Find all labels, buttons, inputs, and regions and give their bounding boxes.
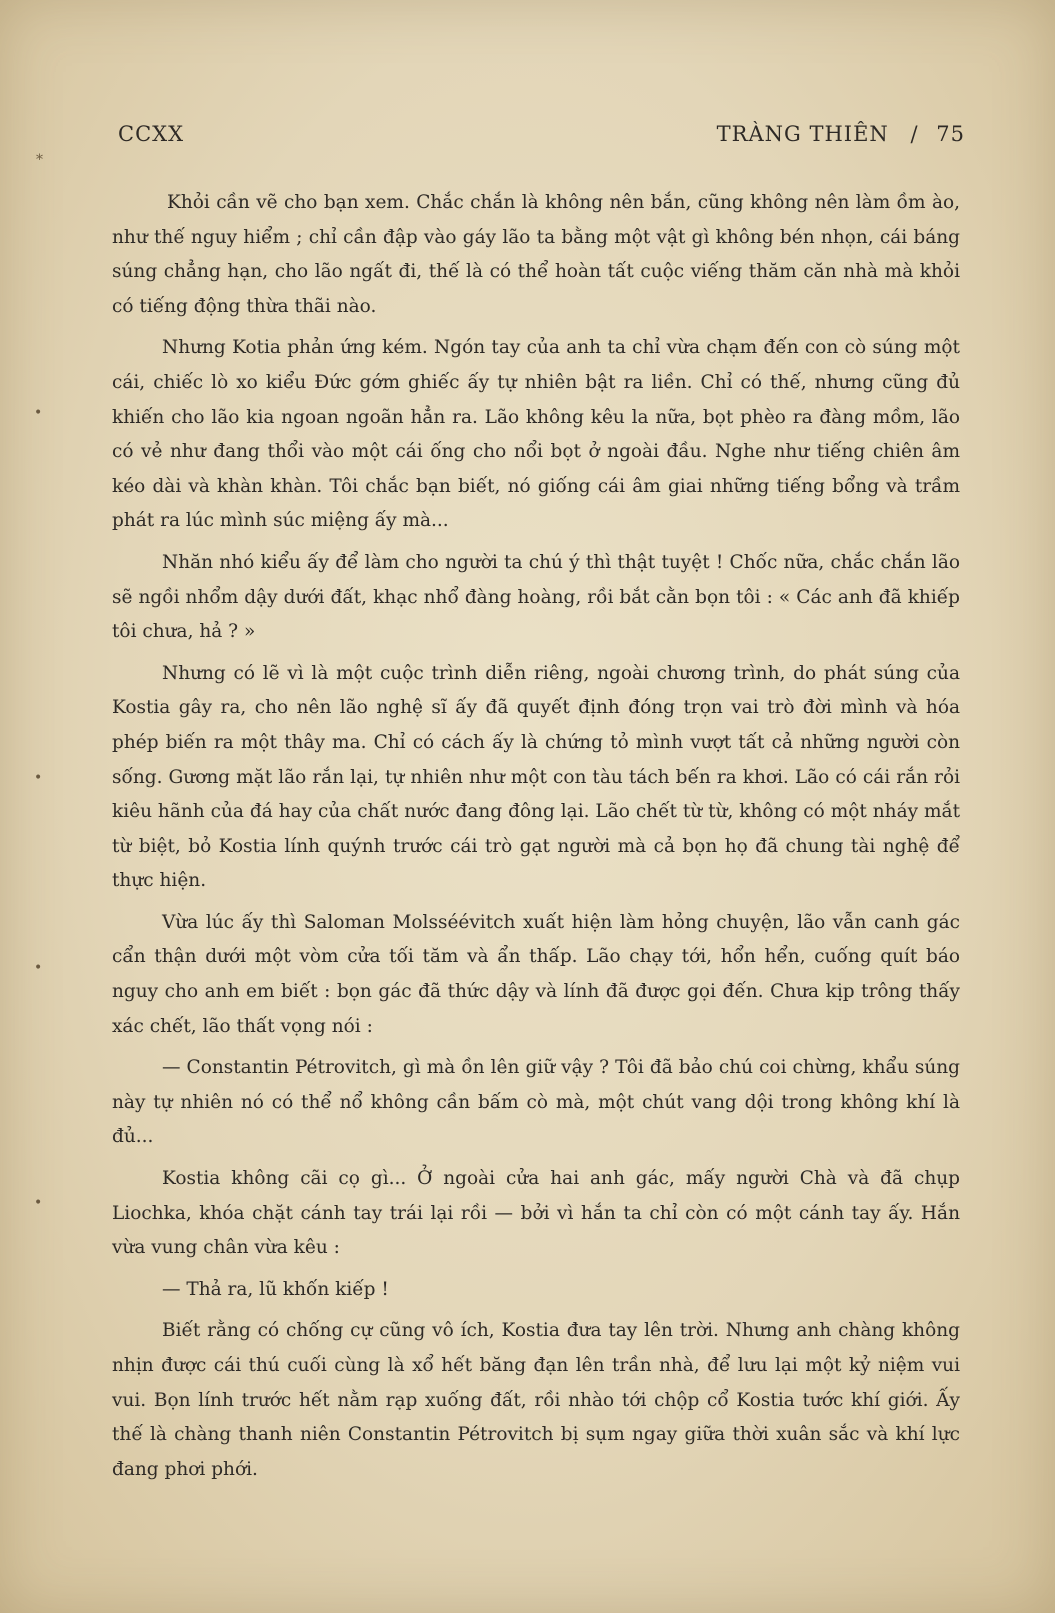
header-separator: / (910, 122, 919, 146)
margin-speck: • (34, 405, 43, 421)
margin-speck: • (34, 960, 43, 976)
page-header (118, 122, 965, 156)
paragraph: Khỏi cần vẽ cho bạn xem. Chắc chắn là không nên bắn, cũng không nên làm ồm ào, như thế nguy hiểm ; chỉ cần đập vào gáy lão ta bằng một vật gì không bén nhọn, cái báng súng chẳng hạn, cho lão ngất đi, thế là có thể hoàn tất cuộc viếng thăm căn nhà mà khỏi có tiếng động thừa thãi nào. (112, 192, 960, 317)
margin-speck: • (34, 1195, 43, 1211)
paragraph: Biết rằng có chống cự cũng vô ích, Kostia đưa tay lên trời. Nhưng anh chàng không nhịn được cái thú cuối cùng là xổ hết băng đạn lên trần nhà, để lưu lại một kỷ niệm vui vui. Bọn lính trước hết nằm rạp xuống đất, rồi nhào tới chộp cổ Kostia tước khí giới. Ấy thế là chàng thanh niên Constantin Pétrovitch bị sụm ngay giữa thời xuân sắc và khí lực đang phơi phới. (112, 1320, 960, 1480)
running-header (717, 122, 965, 146)
margin-speck: * (36, 152, 43, 168)
page-body (112, 186, 960, 1494)
page-number: 75 (936, 122, 965, 146)
paragraph: Nhưng có lẽ vì là một cuộc trình diễn riêng, ngoài chương trình, do phát súng của Kostia gây ra, cho nên lão nghệ sĩ ấy đã quyết định đóng trọn vai trò đời mình và hóa phép biến ra một thây ma. Chỉ có cách ấy là chứng tỏ mình vượt tất cả những người còn sống. Gương mặt lão rắn lại, tự nhiên như một con tàu tách bến ra khơi. Lão có cái rắn rỏi kiêu hãnh của đá hay của chất nước đang đông lại. Lão chết từ từ, không có một nháy mắt từ biệt, bỏ Kostia lính quýnh trước cái trò gạt người mà cả bọn họ đã chung tài nghệ để thực hiện. (112, 662, 960, 892)
margin-speck: • (34, 770, 43, 786)
paragraph: Kostia không cãi cọ gì... Ở ngoài cửa hai anh gác, mấy người Chà và đã chụp Liochka, khóa chặt cánh tay trái lại rồi — bởi vì hắn ta chỉ còn có một cánh tay ấy. Hắn vừa vung chân vừa kêu : (112, 1168, 960, 1259)
dialogue-paragraph: — Constantin Pétrovitch, gì mà ồn lên giữ vậy ? Tôi đã bảo chú coi chừng, khẩu súng này tự nhiên nó có thể nổ không cần bấm cò mà, một chút vang dội trong không khí là đủ... (112, 1057, 960, 1148)
paragraph: Vừa lúc ấy thì Saloman Molsséévitch xuất hiện làm hỏng chuyện, lão vẫn canh gác cẩn thận dưới một vòm cửa tối tăm và ẩn thấp. Lão chạy tới, hổn hển, cuống quít báo nguy cho anh em biết : bọn gác đã thức dậy và lính đã được gọi đến. Chưa kịp trông thấy xác chết, lão thất vọng nói : (112, 911, 960, 1037)
dialogue-paragraph: — Thả ra, lũ khốn kiếp ! (162, 1278, 389, 1300)
running-title: TRÀNG THIÊN (716, 122, 889, 146)
signature-mark: CCXX (118, 122, 185, 146)
paragraph: Nhưng Kotia phản ứng kém. Ngón tay của anh ta chỉ vừa chạm đến con cò súng một cái, chiếc lò xo kiểu Đức gớm ghiếc ấy tự nhiên bật ra liền. Chỉ có thế, nhưng cũng đủ khiến cho lão kia ngoan ngoãn hẳn ra. Lão không kêu la nữa, bọt phèo ra đàng mồm, lão có vẻ như đang thổi vào một cái ống cho nổi bọt ở ngoài đầu. Nghe như tiếng chiên âm kéo dài và khàn khàn. Tôi chắc bạn biết, nó giống cái âm giai những tiếng bổng và trầm phát ra lúc mình súc miệng ấy mà... (112, 337, 960, 532)
paragraph: Nhăn nhó kiểu ấy để làm cho người ta chú ý thì thật tuyệt ! Chốc nữa, chắc chắn lão sẽ ngồi nhổm dậy dưới đất, khạc nhổ đàng hoàng, rồi bắt cằn bọn tôi : « Các anh đã khiếp tôi chưa, hả ? » (112, 551, 960, 643)
